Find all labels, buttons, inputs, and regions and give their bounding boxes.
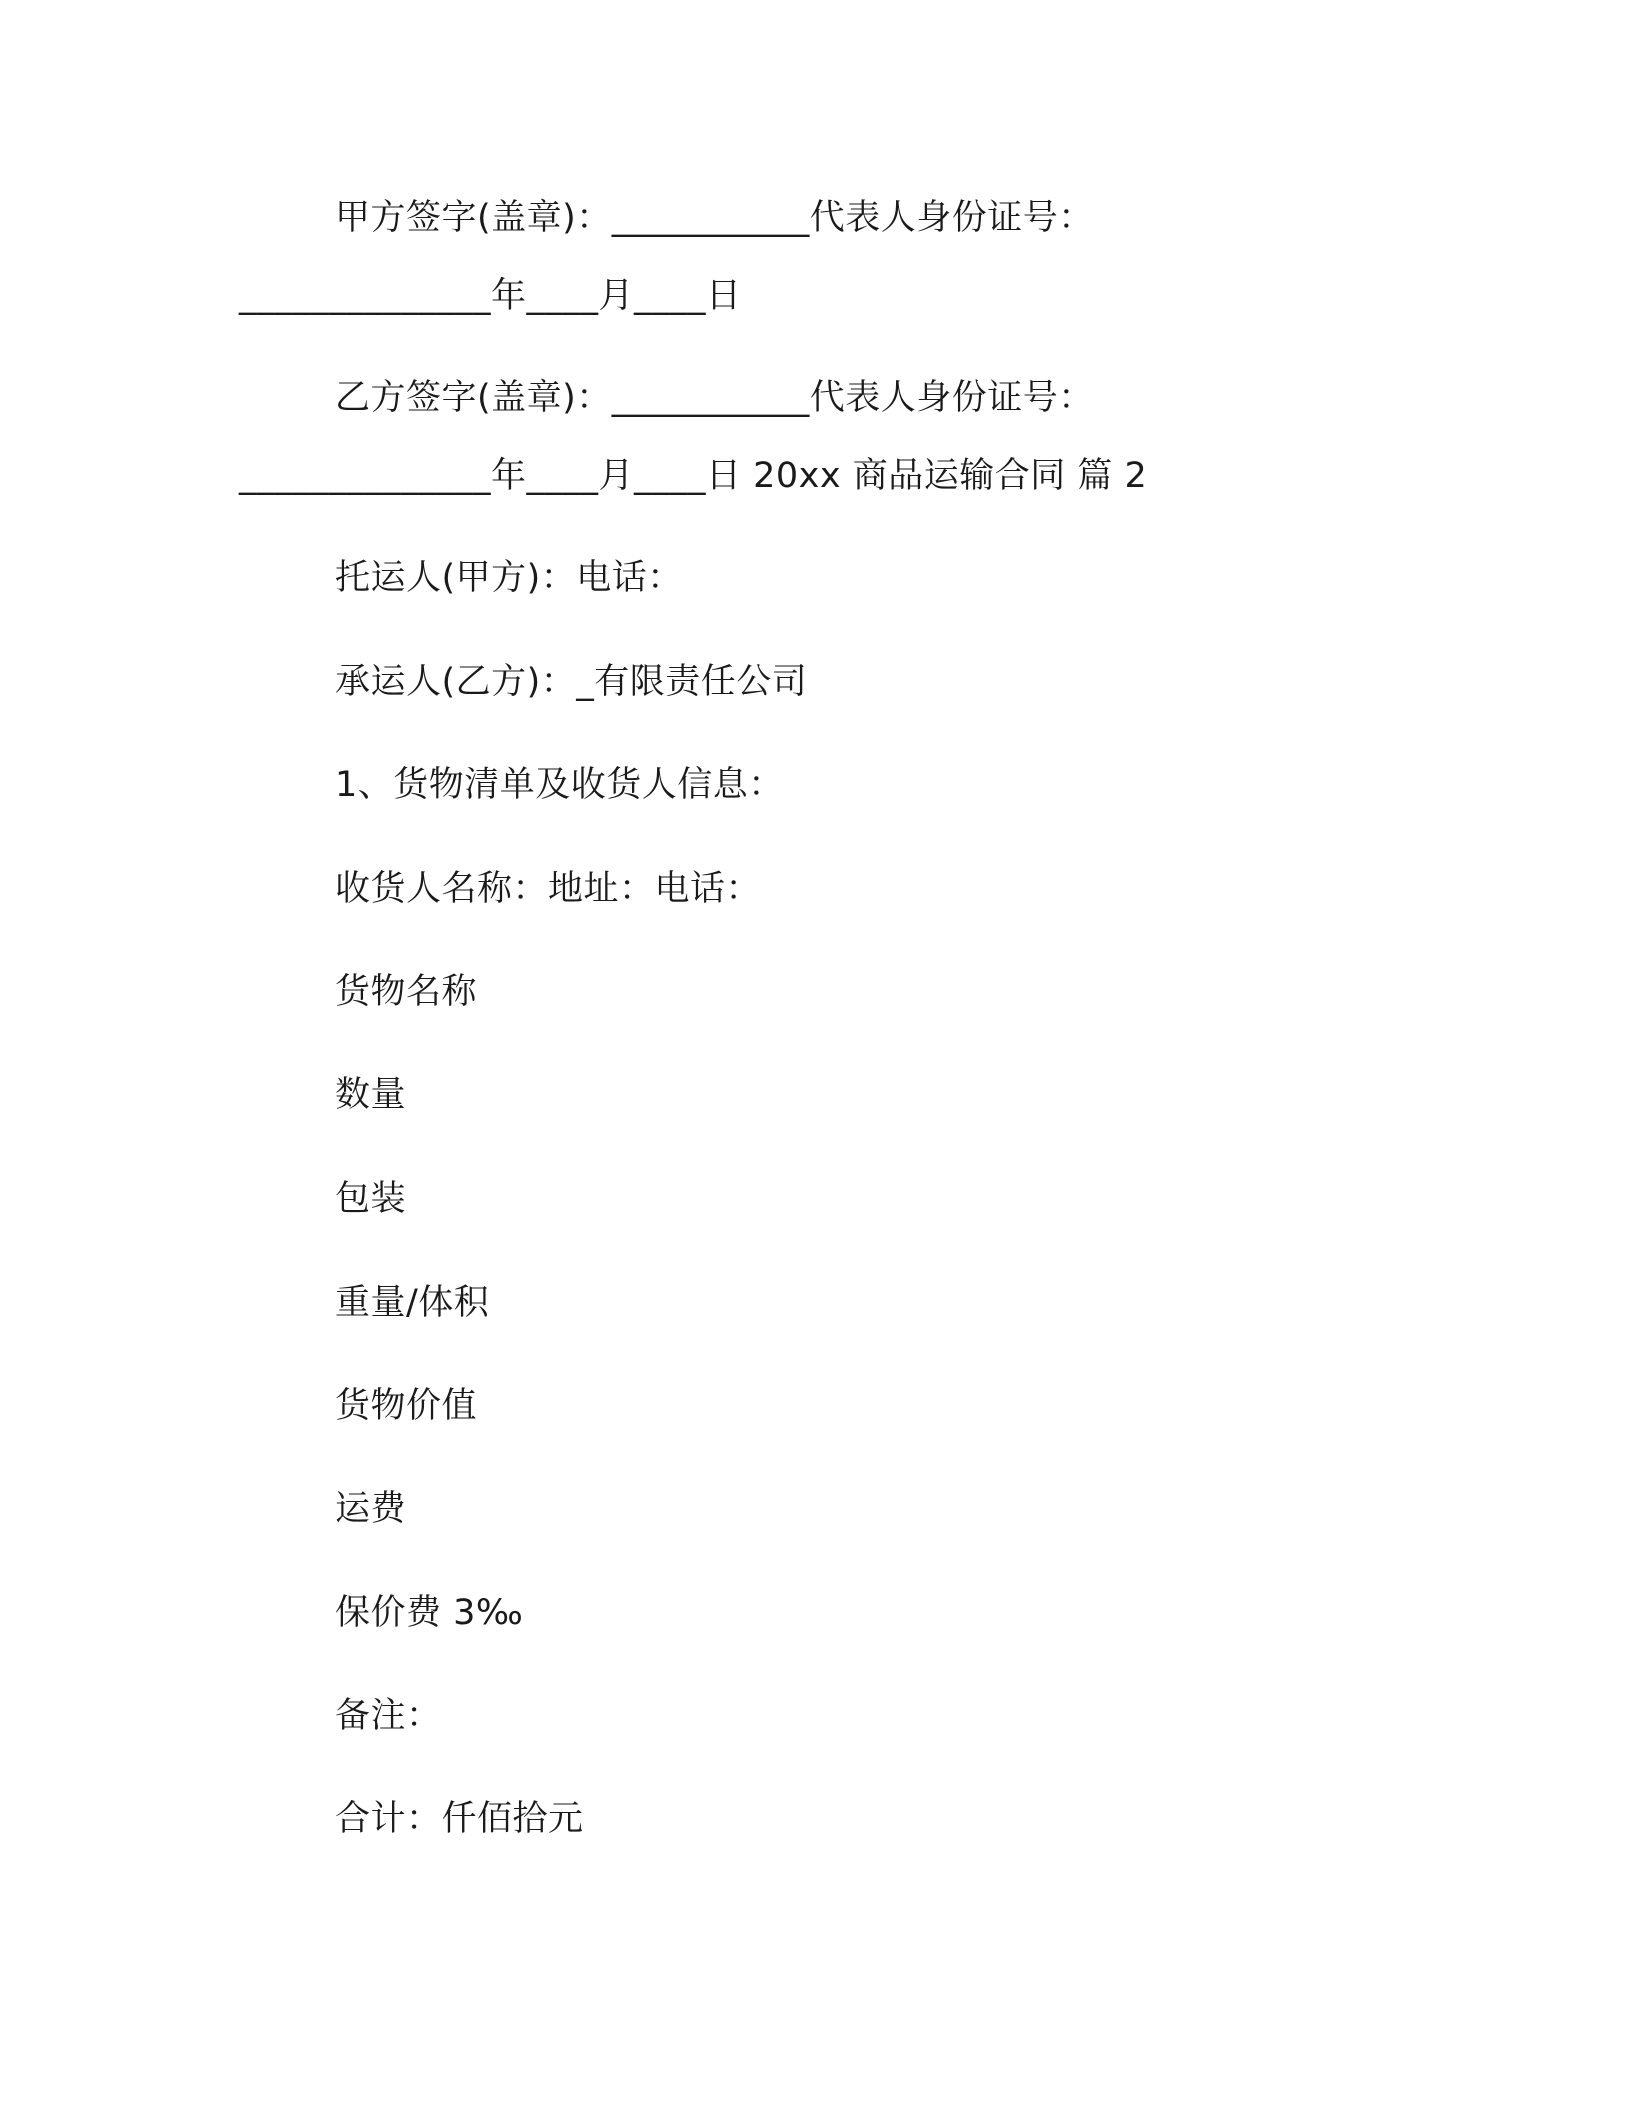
insurance-fee-label: 保价费 3‰ [335,1593,524,1633]
party-a-date-line: ______________年____月____日 [239,276,742,316]
total-label: 合计：仟佰拾元 [335,1799,584,1839]
consignee-info-line: 收货人名称：地址：电话： [335,869,762,909]
quantity-label: 数量 [335,1075,407,1115]
weight-volume-label: 重量/体积 [335,1283,490,1323]
shipper-line: 托运人(甲方)：电话： [335,558,683,598]
packaging-label: 包装 [335,1179,407,1219]
remarks-label: 备注： [335,1696,442,1736]
party-b-date-and-heading-line: ______________年____月____日 20xx 商品运输合同 篇 2 [239,456,1148,496]
party-b-signature-line: 乙方签字(盖章)：___________代表人身份证号： [335,378,1094,418]
carrier-line: 承运人(乙方)：_有限责任公司 [335,662,808,702]
section-heading-goods-list: 1、货物清单及收货人信息： [335,765,784,805]
goods-value-label: 货物价值 [335,1386,478,1426]
party-a-signature-line: 甲方签字(盖章)：___________代表人身份证号： [335,198,1094,238]
goods-name-label: 货物名称 [335,972,478,1012]
freight-label: 运费 [335,1489,407,1529]
